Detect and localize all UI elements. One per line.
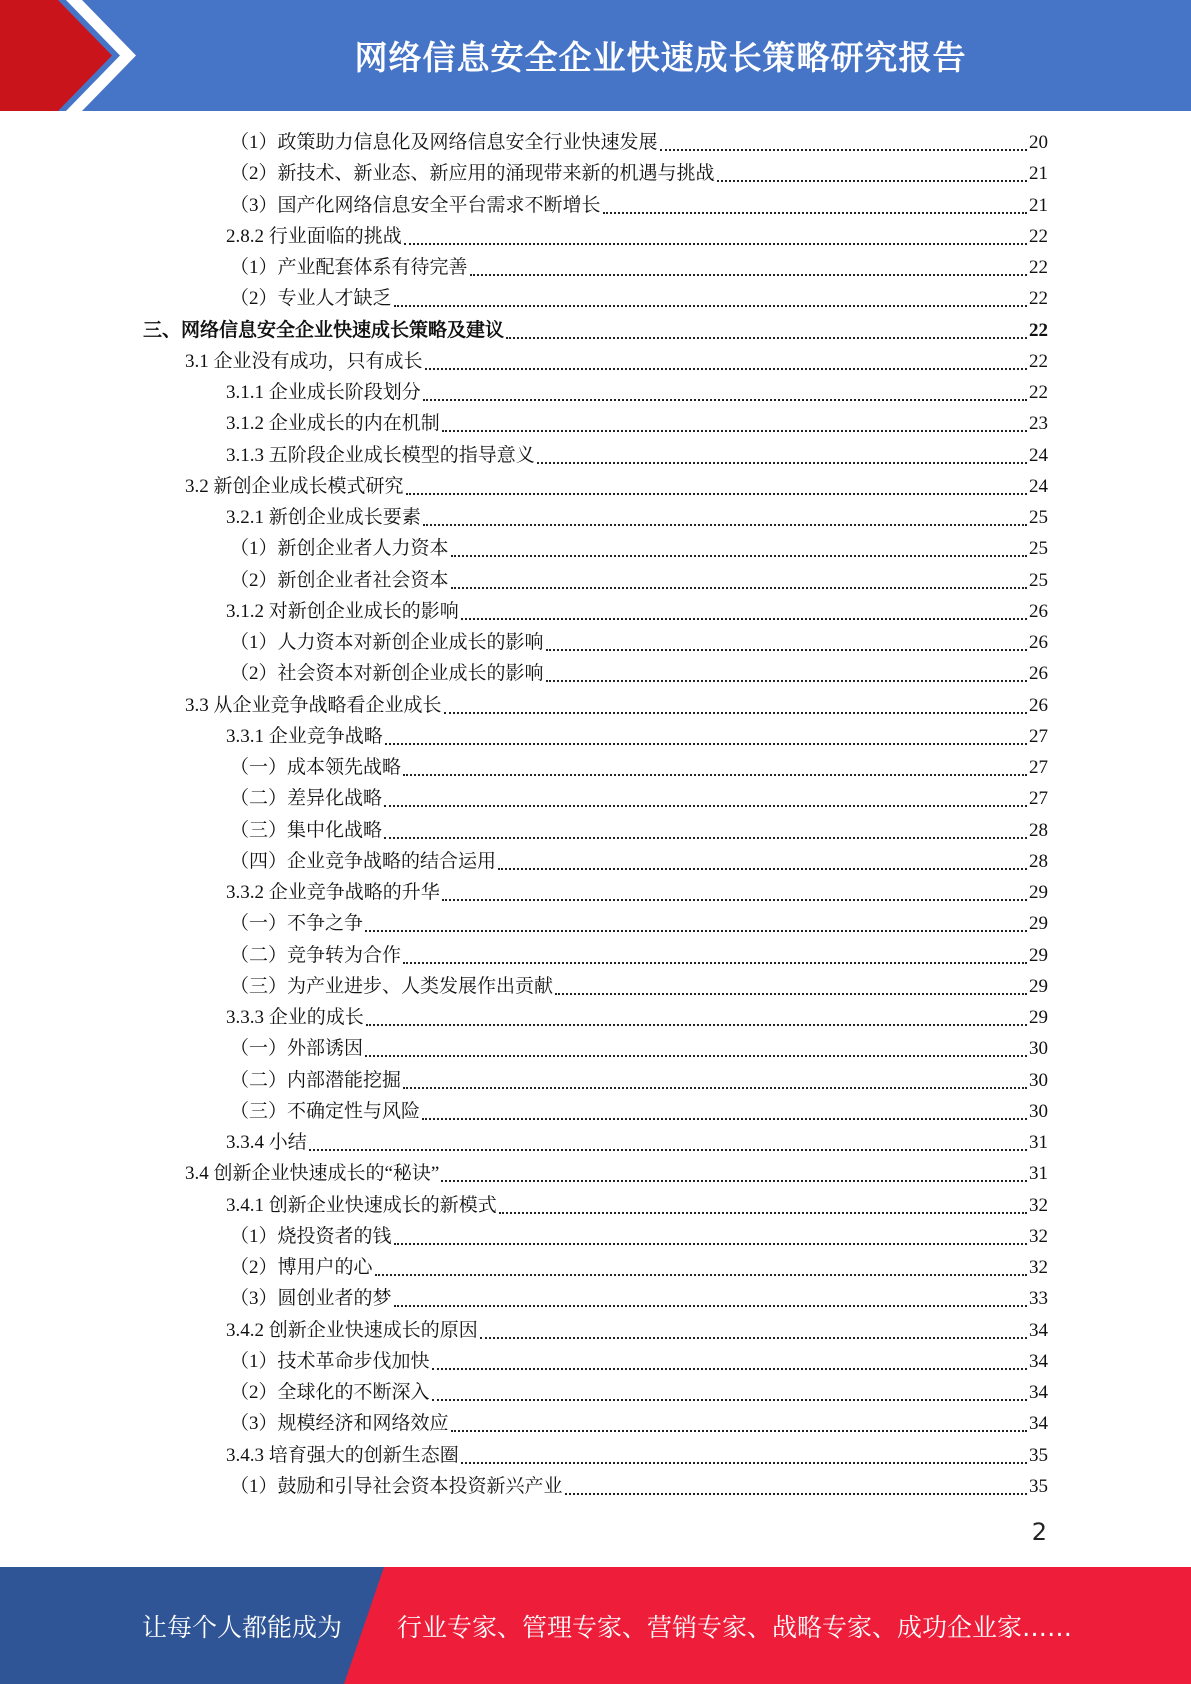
toc-dot-leader — [385, 724, 1027, 745]
toc-entry-title: 2.8.2 行业面临的挑战 — [226, 225, 402, 247]
toc-dot-leader — [442, 880, 1027, 901]
toc-dot-leader — [565, 1474, 1027, 1495]
toc-entry-page: 28 — [1029, 850, 1048, 872]
toc-entry[interactable] — [0, 971, 1191, 1002]
toc-entry-title: 3.1.3 五阶段企业成长模型的指导意义 — [226, 444, 535, 466]
toc-entry-title: 3.1 企业没有成功，只有成长 — [185, 350, 423, 372]
toc-entry-page: 25 — [1029, 538, 1048, 560]
toc-entry-title: 3.3.2 企业竞争战略的升华 — [226, 882, 440, 904]
toc-entry-page: 24 — [1029, 475, 1048, 497]
toc-dot-leader — [394, 1224, 1027, 1245]
toc-entry-title: 3.3.4 小结 — [226, 1132, 307, 1154]
toc-entry[interactable] — [0, 1096, 1191, 1127]
toc-entry-page: 22 — [1029, 257, 1048, 279]
toc-entry-title: （3）国产化网络信息安全平台需求不断增长 — [230, 194, 601, 216]
toc-dot-leader — [470, 255, 1027, 276]
toc-dot-leader — [506, 318, 1027, 339]
toc-dot-leader — [423, 380, 1027, 401]
toc-entry[interactable] — [0, 1346, 1191, 1377]
toc-dot-leader — [432, 1349, 1027, 1370]
toc-entry-page: 34 — [1029, 1413, 1048, 1435]
toc-entry-title: 3.4.1 创新企业快速成长的新模式 — [226, 1194, 497, 1216]
toc-entry[interactable] — [0, 877, 1191, 908]
toc-entry-page: 28 — [1029, 819, 1048, 841]
toc-entry-title: 3.4.3 培育强大的创新生态圈 — [226, 1444, 459, 1466]
toc-entry-title: （二）内部潜能挖掘 — [230, 1069, 402, 1091]
toc-entry-page: 25 — [1029, 507, 1048, 529]
toc-entry-page: 26 — [1029, 632, 1048, 654]
toc-entry-page: 22 — [1029, 288, 1048, 310]
toc-entry[interactable] — [0, 1440, 1191, 1471]
toc-dot-leader — [546, 630, 1027, 651]
toc-entry-page: 34 — [1029, 1319, 1048, 1341]
toc-entry[interactable] — [0, 127, 1191, 158]
toc-dot-leader — [451, 1411, 1027, 1432]
toc-entry-page: 20 — [1029, 132, 1048, 154]
toc-entry-page: 32 — [1029, 1194, 1048, 1216]
toc-entry[interactable] — [0, 252, 1191, 283]
page-number: 2 — [1031, 1518, 1047, 1546]
toc-entry-title: （二）差异化战略 — [230, 788, 383, 810]
page-header — [0, 0, 1191, 111]
toc-entry-page: 33 — [1029, 1288, 1048, 1310]
toc-entry-title: （1）产业配套体系有待完善 — [230, 257, 468, 279]
toc-entry-page: 35 — [1029, 1444, 1048, 1466]
toc-entry[interactable] — [0, 1252, 1191, 1283]
toc-dot-leader — [498, 849, 1027, 870]
toc-dot-leader — [499, 1193, 1027, 1214]
toc-entry-page: 31 — [1029, 1163, 1048, 1185]
toc-entry-title: （1）政策助力信息化及网络信息安全行业快速发展 — [230, 132, 658, 154]
toc-dot-leader — [660, 130, 1027, 151]
toc-dot-leader — [603, 193, 1027, 214]
toc-entry[interactable] — [0, 565, 1191, 596]
toc-entry-title: （1）新创企业者人力资本 — [230, 538, 449, 560]
toc-entry-title: 3.4.2 创新企业快速成长的原因 — [226, 1319, 478, 1341]
toc-dot-leader — [461, 1443, 1027, 1464]
toc-entry[interactable] — [0, 408, 1191, 439]
toc-dot-leader — [406, 474, 1027, 495]
toc-entry-page: 34 — [1029, 1350, 1048, 1372]
toc-entry-title: （3）圆创业者的梦 — [230, 1288, 392, 1310]
toc-dot-leader — [394, 286, 1027, 307]
toc-entry-page: 24 — [1029, 444, 1048, 466]
toc-dot-leader — [546, 661, 1027, 682]
toc-entry-page: 29 — [1029, 975, 1048, 997]
toc-entry[interactable] — [0, 377, 1191, 408]
report-title: 网络信息安全企业快速成长策略研究报告 — [354, 38, 967, 77]
toc-entry[interactable] — [0, 940, 1191, 971]
toc-entry[interactable] — [0, 283, 1191, 314]
toc-dot-leader — [480, 1318, 1027, 1339]
toc-entry[interactable] — [0, 1127, 1191, 1158]
toc-dot-leader — [403, 1068, 1027, 1089]
toc-entry[interactable] — [0, 533, 1191, 564]
toc-entry[interactable] — [0, 658, 1191, 689]
toc-entry[interactable] — [0, 346, 1191, 377]
toc-entry-page: 30 — [1029, 1069, 1048, 1091]
toc-entry[interactable] — [0, 596, 1191, 627]
toc-entry-page: 35 — [1029, 1475, 1048, 1497]
toc-entry-page: 22 — [1029, 319, 1048, 341]
toc-entry-page: 30 — [1029, 1100, 1048, 1122]
toc-entry-title: （2）新技术、新业态、新应用的涌现带来新的机遇与挑战 — [230, 163, 715, 185]
toc-entry[interactable] — [0, 221, 1191, 252]
toc-entry-title: （2）全球化的不断深入 — [230, 1382, 430, 1404]
toc-entry-title: （2）专业人才缺乏 — [230, 288, 392, 310]
toc-entry-page: 23 — [1029, 413, 1048, 435]
toc-entry-page: 26 — [1029, 600, 1048, 622]
toc-entry-page: 26 — [1029, 663, 1048, 685]
toc-entry-page: 26 — [1029, 694, 1048, 716]
toc-entry-page: 27 — [1029, 757, 1048, 779]
toc-entry-title: （3）规模经济和网络效应 — [230, 1413, 449, 1435]
toc-dot-leader — [404, 224, 1027, 245]
toc-entry-title: （一）不争之争 — [230, 913, 364, 935]
toc-entry-title: （四）企业竞争战略的结合运用 — [230, 850, 497, 872]
toc-entry-page: 31 — [1029, 1132, 1048, 1154]
toc-dot-leader — [461, 599, 1027, 620]
toc-entry[interactable] — [0, 846, 1191, 877]
toc-entry-page: 32 — [1029, 1225, 1048, 1247]
toc-dot-leader — [537, 443, 1027, 464]
toc-entry[interactable] — [0, 440, 1191, 471]
toc-entry[interactable] — [0, 690, 1191, 721]
toc-entry-page: 22 — [1029, 382, 1048, 404]
toc-entry-title: 3.1.2 对新创企业成长的影响 — [226, 600, 459, 622]
toc-entry-title: 3.1.1 企业成长阶段划分 — [226, 382, 421, 404]
toc-entry-title: 3.1.2 企业成长的内在机制 — [226, 413, 440, 435]
toc-entry-page: 34 — [1029, 1382, 1048, 1404]
toc-entry[interactable] — [0, 502, 1191, 533]
toc-entry-page: 29 — [1029, 944, 1048, 966]
toc-entry[interactable] — [0, 1471, 1191, 1502]
toc-dot-leader — [366, 1005, 1027, 1026]
toc-entry-title: 3.3.1 企业竞争战略 — [226, 725, 383, 747]
toc-entry-title: （三）不确定性与风险 — [230, 1100, 421, 1122]
toc-entry[interactable] — [0, 1315, 1191, 1346]
toc-entry-title: （1）烧投资者的钱 — [230, 1225, 392, 1247]
toc-entry[interactable] — [0, 315, 1191, 346]
toc-entry-title: 3.4 创新企业快速成长的“秘诀” — [185, 1163, 440, 1185]
toc-dot-leader — [384, 818, 1027, 839]
toc-entry[interactable] — [0, 1221, 1191, 1252]
toc-entry-title: （二）竞争转为合作 — [230, 944, 402, 966]
toc-entry-title: 3.2.1 新创企业成长要素 — [226, 507, 421, 529]
toc-entry-title: （2）社会资本对新创企业成长的影响 — [230, 663, 544, 685]
toc-entry-title: 3.3.3 企业的成长 — [226, 1007, 364, 1029]
toc-entry[interactable] — [0, 815, 1191, 846]
toc-entry[interactable] — [0, 471, 1191, 502]
toc-entry[interactable] — [0, 1065, 1191, 1096]
toc-entry-title: 3.2 新创企业成长模式研究 — [185, 475, 404, 497]
toc-entry-page: 25 — [1029, 569, 1048, 591]
toc-dot-leader — [384, 786, 1027, 807]
toc-entry-title: （1）技术革命步伐加快 — [230, 1350, 430, 1372]
toc-entry-page: 29 — [1029, 913, 1048, 935]
toc-entry[interactable] — [0, 1002, 1191, 1033]
toc-dot-leader — [403, 943, 1027, 964]
toc-entry-page: 29 — [1029, 882, 1048, 904]
toc-entry-page: 27 — [1029, 725, 1048, 747]
toc-entry[interactable] — [0, 1377, 1191, 1408]
table-of-contents — [0, 127, 1191, 1502]
toc-entry[interactable] — [0, 721, 1191, 752]
toc-entry[interactable] — [0, 1033, 1191, 1064]
toc-entry-title: （三）为产业进步、人类发展作出贡献 — [230, 975, 554, 997]
toc-dot-leader — [451, 568, 1027, 589]
toc-entry-page: 27 — [1029, 788, 1048, 810]
toc-dot-leader — [441, 1161, 1027, 1182]
toc-entry-title: （1）人力资本对新创企业成长的影响 — [230, 632, 544, 654]
toc-dot-leader — [403, 755, 1027, 776]
header-chevron-graphic — [0, 0, 160, 111]
toc-dot-leader — [375, 1255, 1027, 1276]
toc-entry-title: （2）新创企业者社会资本 — [230, 569, 449, 591]
toc-entry-title: （1）鼓励和引导社会资本投资新兴产业 — [230, 1475, 563, 1497]
toc-entry-page: 21 — [1029, 163, 1048, 185]
toc-entry[interactable] — [0, 1408, 1191, 1439]
toc-entry-title: （一）外部诱因 — [230, 1038, 364, 1060]
toc-entry[interactable] — [0, 627, 1191, 658]
toc-entry[interactable] — [0, 190, 1191, 221]
toc-entry[interactable] — [0, 783, 1191, 814]
footer-slogan-left: 让每个人都能成为 — [142, 1612, 343, 1642]
toc-dot-leader — [394, 1286, 1027, 1307]
toc-entry-page: 21 — [1029, 194, 1048, 216]
toc-entry[interactable] — [0, 752, 1191, 783]
toc-entry-title: 3.3 从企业竞争战略看企业成长 — [185, 694, 442, 716]
toc-dot-leader — [432, 1380, 1027, 1401]
toc-dot-leader — [442, 411, 1027, 432]
toc-entry[interactable] — [0, 158, 1191, 189]
toc-entry[interactable] — [0, 1190, 1191, 1221]
toc-entry[interactable] — [0, 1283, 1191, 1314]
toc-dot-leader — [451, 536, 1027, 557]
toc-dot-leader — [717, 161, 1027, 182]
toc-dot-leader — [365, 1036, 1027, 1057]
page-footer — [0, 1567, 1191, 1684]
toc-dot-leader — [423, 505, 1027, 526]
toc-dot-leader — [444, 693, 1027, 714]
toc-entry-page: 22 — [1029, 225, 1048, 247]
toc-entry-title: （2）博用户的心 — [230, 1257, 373, 1279]
toc-entry[interactable] — [0, 908, 1191, 939]
toc-entry-page: 22 — [1029, 350, 1048, 372]
toc-entry[interactable] — [0, 1158, 1191, 1189]
toc-entry-page: 29 — [1029, 1007, 1048, 1029]
toc-dot-leader — [425, 349, 1027, 370]
toc-entry-page: 32 — [1029, 1257, 1048, 1279]
toc-dot-leader — [422, 1099, 1027, 1120]
toc-dot-leader — [365, 911, 1027, 932]
toc-entry-title: （三）集中化战略 — [230, 819, 383, 841]
footer-slogan-right: 行业专家、管理专家、营销专家、战略专家、成功企业家…… — [397, 1612, 1073, 1642]
toc-dot-leader — [309, 1130, 1027, 1151]
toc-entry-title: 三、网络信息安全企业快速成长策略及建议 — [143, 319, 505, 341]
toc-entry-title: （一）成本领先战略 — [230, 757, 402, 779]
toc-entry-page: 30 — [1029, 1038, 1048, 1060]
toc-dot-leader — [555, 974, 1027, 995]
